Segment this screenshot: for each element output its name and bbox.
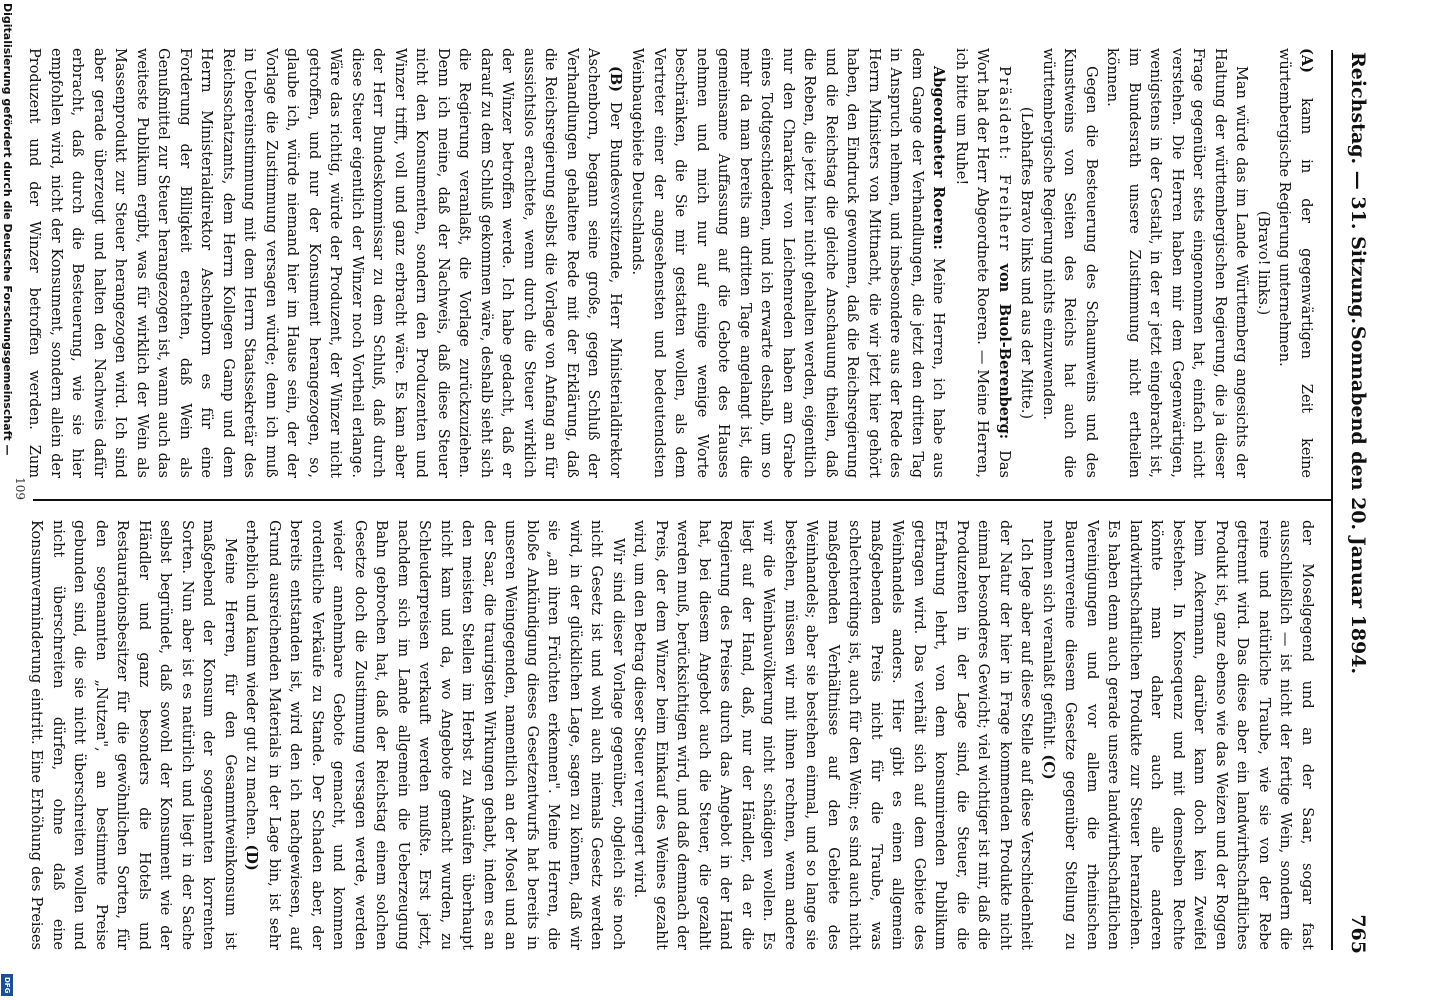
- paragraph: Ich lege aber auf diese Stelle auf diese Verschiedenheit der Natur der hier in Frage kommenden Produkte nicht einmal besonderes Gewicht; viel wichtiger ist mir, daß die Produzenten in der Lage sind, die Steuer, die die Erfahrung lehrt, von dem konsumirenden Publikum getragen wird. Das verhält sich auf dem Gebiete des Weinhandels anders. Hier gibt es einen allgemein maßgebenden Preis nicht für die Traube, was schlechterdings ist, auch für den Wein; es sind auch nicht maßgebenden Verhältnisse auf den Gebiete des Weinhandels; aber sie bestehen einmal, und so lange sie bestehen, müssen wir mit ihnen rechnen, wenn andere wir die Weinbauvölkerung nicht schädigen wollen. Es liegt auf der Hand, daß, nur der Händler, da er die Regierung des Preises durch das Angebot in der Hand hat, bei diesem Angebot auch die Steuer, die gezahlt werden muß, berücksichtigen wird, und daß demnach der Preis, der dem Winzer beim Einkauf des Weines gezahlt wird, um den Betrag dieser Steuer verringert wird.: [631, 520, 1035, 950]
- reaction: (Bravo! links.): [1255, 210, 1271, 316]
- dfg-logo-icon: DFG: [1, 974, 13, 996]
- speaker-role: Präsident: Freiherr: [996, 66, 1012, 253]
- header-session: Reichstag. — 31. Sitzung.: [1347, 52, 1369, 325]
- margin-marker-b: (B): [607, 66, 624, 92]
- speaker-name: Abgeordneter Roeren:: [930, 66, 948, 250]
- watermark-text: Digitalisierung gefördert durch die Deutsche Forschungsgemeinschaft —: [1, 3, 14, 456]
- paragraph: kann in der gegenwärtigen Zeit keine würtembergische Regierung unternehmen.: [1276, 48, 1314, 478]
- page-number: 765: [1347, 914, 1369, 954]
- paragraph: der Moselgegend und an der Saar, sogar fast ausschließlich — ist nicht der fertige Wein, sondern die reine und natürliche Traube, wie sie von der Rebe getrennt wird. Das diese aber ein landwirthschaftliches Produkt ist, ganz ebenso wie das Weizen und der Roggen beim Ackermann, darüber kann doch kein Zweifel bestehen. In Konsequenz und mit demselben Rechte könnte man daher auch alle anderen landwirthschaftlichen Produkte zur Steuer heranziehen. Es haben denn auch gerade unsere landwirthschaftlichen Vereinigungen und vor allem die rheinischen Bauernvereine diesem Gesetze gegenüber Stellung zu nehmen sich veranlaßt gefühlt.: [1040, 520, 1315, 950]
- running-header: [1339, 24, 1375, 976]
- left-column: [27, 48, 1317, 478]
- header-date: Sonnabend den 20. Januar 1894.: [1347, 325, 1369, 675]
- paragraph: Gegen die Besteuerung des Schaumweins und des Kunstweins von Seiten des Reichs hat auch die württembergische Regierung nichts einzuwenden.: [1040, 48, 1099, 478]
- paragraph: Der Bundesvorsitzende, Herr Ministerialdirektor Aschenborn, begann seine große, gegen Schluß der Verhandlungen gehaltene Rede mit der Erklärung, daß die Reichsregierung selbst die Vorlage von Anfang an für aussichtslos erachtete, wenn durch die Steuer wirklich der Winzer betroffen werde. Ich habe gedacht, daß er darauf zu dem Schluß gekommen wäre, deshalb sieht sich die Regierung veranlaßt, die Vorlage zurückzuziehen. Denn ich meine, daß der Nachweis, daß diese Steuer nicht den Konsumenten, sondern den Produzenten und Winzer trifft, voll und ganz erbracht wäre. Es kam aber der Herr Bundeskommissar zu dem Schluß, daß durch diese Steuer eigentlich der Winzer noch Vortheil erlange. Wäre das richtig, würde der Produzent, der Winzer nicht getroffen, und nur der Konsument herangezogen, so, glaube ich, würde niemand hier im Hause sein, der der Vorlage die Zustimmung versagen würde; denn ich muß in Uebereinstimmung mit dem Herrn Staatssekretär des Reichsschatzamts, dem Herrn Kollegen Gamp und dem Herrn Ministerialdirektor Aschenborn es für eine Forderung der Billigkeit erachten, daß Wein als Genußmittel zur Steuer herangezogen ist, wann auch das weiteste Publikum ergibt, was für wirklich der Wein als Massenprodukt zur Steuer herangezogen wird. Ich sind aber gerade überzeugt und halten den Nachweis dafür erbracht, daß durch die Besteuerung, wie sie hier empfohlen wird, nicht der Konsument, sondern allein der Produzent und der Winzer betroffen werden. Zum: [27, 48, 623, 478]
- paragraph: Meine Herren, für den Gesammtweinkonsum ist maßgebend der Konsum der sogenannten korrenten Sorten. Nun aber ist es natürlich und liegt in der Sache selbst begründet, daß sowohl der Konsument wie der Händler und ganz besonders die Hotels und Restaurationsbesitzer für die gewöhnlichen Sorten, für den sogenannten „Nutzen", an bestimmte Preise gebunden sind, die sie nicht überschreiten wollen und nicht überschreiten dürfen, ohne daß eine Konsumverminderung eintritt. Eine Erhöhung des Preises: [28, 520, 238, 950]
- speaker-name: von Buol-Berenberg:: [996, 263, 1013, 440]
- right-column: [27, 520, 1317, 950]
- folio-number: 109: [13, 477, 27, 500]
- margin-marker-a: (A): [1298, 48, 1315, 73]
- paragraph: Man würde das im Lande Württemberg angesichts der Haltung der württembergischen Regierung, die ja dieser Frage gegenüber stets eingenommen hat, einfach nicht verstehen. Die Herren haben mir dem Gegenwärtigen, wenigstens in der Gestalt, in der er jetzt eingebracht ist, im Bundesrath unsere Zustimmung nicht ertheilen können.: [1104, 48, 1250, 478]
- reaction: (Lebhaftes Bravo links und aus der Mitte.): [1018, 106, 1035, 420]
- paragraph: Meine Herren, ich habe aus dem Gange der Verhandlungen, die jetzt den dritten Tag in Anspruch nehmen, und insbesondere aus der Rede des Herrn Ministers von Mittnacht, die wir jetzt hier gehört haben, den Eindruck gewonnen, daß die Reichsregierung und die Reichstag die gleiche Anschauung theilen, daß die Reben, die jetzt hier nicht gehalten werden, eigentlich nur den Charakter von Leichenreden haben am Grabe eines Todtgeschiedenen, und ich erwarte deshalb, um so mehr da man bereits am dritten Tage angelangt ist, die gemeinsame Auffassung auf die Gebote des Hauses nehmen und mich nur auf einige wenige Worte beschränken, die Sie mir gestatten wollen, als dem Vertreter einer der angesehensten und bedeutendsten Weinbaugebiete Deutschlands.: [629, 48, 947, 478]
- paragraph: Das Wort hat der Herr Abgeordnete Roeren. — Meine Herren, ich bitte um Ruhe!: [953, 48, 1012, 478]
- margin-marker-d: (D): [243, 844, 261, 871]
- paragraph: Wir sind dieser Vorlage gegenüber, obgleich sie noch nicht Gesetz ist und wohl auch niemals Gesetz werden wird, in der glücklichen Lage, sagen zu können, daß wir sie „an ihren Früchten erkennen". Meine Herren, die bloße Ankündigung dieses Gesetzentwurfs hat bereits in unseren Weingegenden, namentlich an der Mosel und an der Saar, die traurigsten Wirkungen gehabt, indem es an den meisten Stellen im Herbst zu Ankäufen überhaupt nicht kam und da, wo Angebote gemacht wurden, zu Schleuderpreisen verkauft werden mußte. Erst jetzt, nachdem sich im Lande allgemein die Ueberzeugung Bahn gebrochen hat, daß der Reichstag einem solchen Gesetze doch die Zustimmung versagen werde, werden wieder annehmbare Gebote gemacht, und kommen ordentliche Verkäufe zu Stande. Der Schaden aber, der bereits entstanden ist, wird den ich nachgewiesen, auf Grund ausreichenden Materials in der Lage bin, ist sehr erheblich und kaum wieder gut zu machen.: [243, 520, 626, 950]
- column-divider: [33, 499, 1333, 501]
- margin-marker-c: (C): [1040, 754, 1057, 780]
